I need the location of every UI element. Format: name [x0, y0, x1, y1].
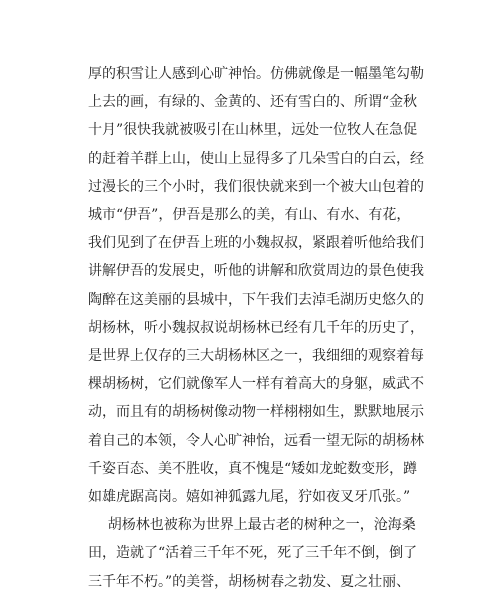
text-line: 着自己的本领，令人心旷神怡，远看一望无际的胡杨林 — [88, 432, 424, 449]
text-line: 田，造就了“活着三千年不死，死了三千年不倒，倒了 — [88, 545, 418, 562]
text-line: 讲解伊吾的发展史，听他的讲解和欣赏周边的景色使我 — [88, 263, 424, 280]
text-line: 如雄虎踞高岗。嬉如神狐露九尾，狞如夜叉牙爪张。” — [88, 489, 411, 506]
text-line: 上去的画，有绿的、金黄的、还有雪白的、所谓“金秋 — [88, 94, 418, 111]
text-line: 千姿百态、美不胜收，真不愧是“矮如龙蛇数变形，蹲 — [88, 460, 418, 477]
text-line: 十月”很快我就被吸引在山林里，远处一位牧人在急促 — [88, 122, 418, 139]
text-line: 动，而且有的胡杨树像动物一样栩栩如生，默默地展示 — [88, 404, 424, 421]
text-line: 我们见到了在伊吾上班的小魏叔叔，紧跟着听他给我们 — [88, 235, 424, 252]
text-line: 城市“伊吾”，伊吾是那么的美，有山、有水、有花， — [88, 207, 411, 224]
text-line: 三千年不朽。”的美誉，胡杨树春之勃发、夏之壮丽、 — [88, 573, 411, 590]
text-line: 陶醉在这美丽的县城中，下午我们去淖毛湖历史悠久的 — [88, 291, 424, 308]
text-line: 厚的积雪让人感到心旷神怡。仿佛就像是一幅墨笔勾勒 — [88, 66, 424, 82]
text-line: 棵胡杨树，它们就像军人一样有着高大的身躯，威武不 — [88, 376, 424, 393]
paragraph-start-line: 胡杨林也被称为世界上最古老的树种之一，沧海桑 — [90, 517, 416, 534]
text-line: 胡杨林，听小魏叔叔说胡杨林已经有几千年的历史了， — [88, 319, 424, 336]
text-line: 是世界上仅存的三大胡杨林区之一，我细细的观察着每 — [88, 348, 424, 365]
body-text — [88, 60, 424, 596]
text-line: 的赶着羊群上山，使山上显得多了几朵雪白的白云，经 — [88, 150, 424, 167]
text-line: 过漫长的三个小时，我们很快就来到一个被大山包着的 — [88, 178, 424, 195]
